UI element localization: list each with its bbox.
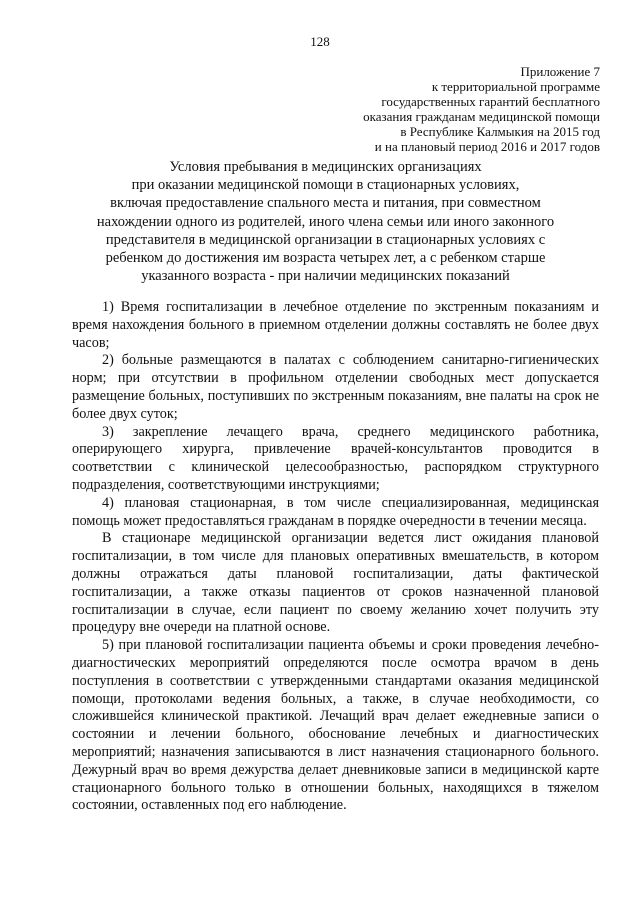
appendix-line: оказания гражданам медицинской помощи [363,109,600,124]
appendix-line: государственных гарантий бесплатного [381,94,600,109]
paragraph-item-3: 3) закрепление лечащего врача, среднего медицинского работника, оперирующего хирурга, привлечение врачей-консультантов проводится в соответствии с клинической целесообразностью, распорядком структурного подразделения, соответствующими инструкциями; [72,423,599,493]
page-number: 128 [310,34,330,49]
appendix-line: Приложение 7 [520,64,600,79]
heading-line: ребенком до достижения им возраста четырех лет, а с ребенком старше [105,250,546,267]
heading-line: нахождении одного из родителей, иного члена семьи или иного законного [96,213,555,230]
heading-line: представителя в медицинской организации в стационарных условиях с [105,231,546,248]
paragraph-item-4: 4) плановая стационарная, в том числе специализированная, медицинская помощь может предоставляться гражданам в порядке очередности в течении месяца. [72,494,599,529]
appendix-line: и на плановый период 2016 и 2017 годов [374,139,600,154]
paragraph-item-5: 5) при плановой госпитализации пациента объемы и сроки проведения лечебно-диагностических мероприятий определяются после осмотра врачом в день поступления в соответствии с утвержденными стандартами оказания медицинской помощи, протоколами ведения больных, а также, в случае необходимости, со сложившейся клинической практикой. Лечащий врач делает ежедневные записи о состоянии и лечении больного, обоснование лечебных и диагностических мероприятий; назначения записываются в лист назначения стационарного больного. Дежурный врач во время дежурства делает дневниковые записи в медицинской карте стационарного больного только в отношении больных, находящихся в тяжелом состоянии, оставленных под его наблюдение. [72,637,599,814]
appendix-reference [270,64,600,154]
heading-line: Условия пребывания в медицинских организациях [169,159,482,175]
appendix-line: в Республике Калмыкия на 2015 год [400,124,600,139]
heading-line: при оказании медицинской помощи в стационарных условиях, [131,177,520,194]
heading-line: указанного возраста - при наличии медицинских показаний [141,268,510,285]
paragraph-item-1: 1) Время госпитализации в лечебное отделение по экстренным показаниям и время нахождения больного в приемном отделении должны составлять не более двух часов; [72,299,599,351]
document-body [72,299,599,815]
heading-line: включая предоставление спального места и питания, при совместном [110,195,541,212]
appendix-line: к территориальной программе [431,79,600,94]
paragraph-item-2: 2) больные размещаются в палатах с соблюдением санитарно-гигиенических норм; при отсутствии в профильном отделении свободных мест допускается размещение больных, поступивших по экстренным показаниям, вне палаты на срок не более двух суток; [72,352,599,422]
paragraph-waiting-list: В стационаре медицинской организации ведется лист ожидания плановой госпитализации, в том числе для плановых оперативных вмешательств, в котором должны отражаться даты плановой госпитализации, даты фактической госпитализации, а также отказы пациентов от сроков назначенной плановой госпитализации в случае, если пациент по своему желанию хочет получить эту процедуру вне очереди на платной основе. [72,530,599,636]
document-heading [48,158,603,285]
